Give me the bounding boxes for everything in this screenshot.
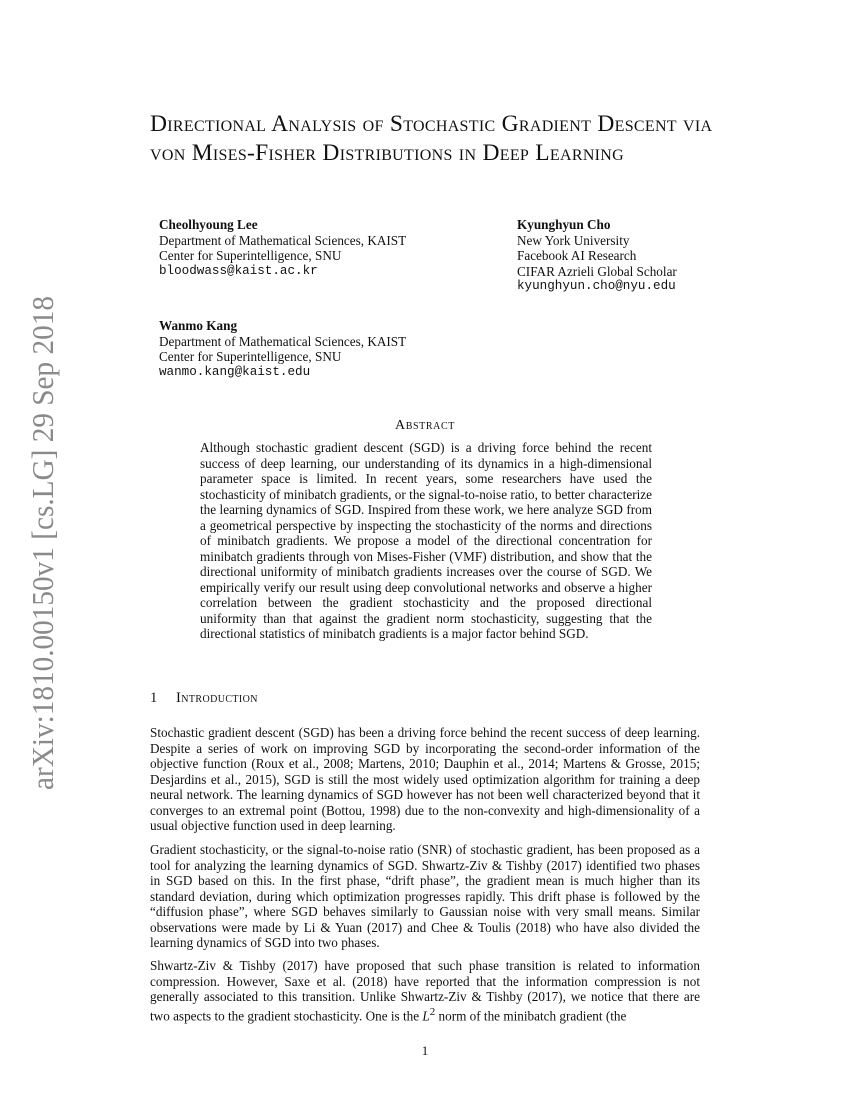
author-affiliation: Department of Mathematical Sciences, KAIST [159, 232, 407, 248]
author-block-1 [159, 217, 406, 279]
author-block-2 [517, 217, 677, 295]
paragraph [150, 958, 700, 1023]
math-norm-symbol: L [422, 1007, 430, 1023]
paragraph: Stochastic gradient descent (SGD) has been a driving force behind the recent success of deep learning. Despite a series of work on improving SGD by incorporating the second-order information of the objective function (Roux et al., 2008; Martens, 2010; Dauphin et al., 2014; Martens & Grosse, 2015; Desjardins et al., 2015), SGD is still the most widely used optimization algorithm for training a deep neural network. The learning dynamics of SGD however has not been well characterized beyond that it converges to an extremal point (Bottou, 1998) due to the non-convexity and high-dimensionality of a usual objective function used in deep learning. [150, 725, 700, 833]
paragraph-text-tail: norm of the minibatch gradient (the [438, 1007, 627, 1023]
paragraph: Gradient stochasticity, or the signal-to-noise ratio (SNR) of stochastic gradient, has been proposed as a tool for analyzing the learning dynamics of SGD. Shwartz-Ziv & Tishby (2017) identified two phases in SGD based on this. In the first phase, “drift phase”, the gradient mean is much higher than its standard deviation, during which optimization progresses rapidly. This drift phase is followed by the “diffusion phase”, where SGD behaves similarly to Gaussian noise with very small means. Similar observations were made by Li & Yuan (2017) and Chee & Toulis (2018) who have also divided the learning dynamics of SGD into two phases. [150, 842, 700, 950]
arxiv-identifier-stamp [20, 296, 60, 790]
author-affiliation: Center for Superintelligence, SNU [159, 248, 342, 264]
author-affiliation: Center for Superintelligence, SNU [159, 349, 342, 365]
author-name: Kyunghyun Cho [517, 217, 611, 232]
author-name: Wanmo Kang [159, 318, 238, 333]
author-affiliation: Department of Mathematical Sciences, KAIST [159, 333, 407, 349]
author-email[interactable]: wanmo.kang@kaist.edu [159, 364, 311, 379]
author-affiliation: Facebook AI Research [517, 248, 637, 264]
math-superscript: 2 [429, 1005, 436, 1018]
author-email[interactable]: kyunghyun.cho@nyu.edu [517, 279, 676, 294]
arxiv-identifier-text: arXiv:1810.00150v1 [cs.LG] 29 Sep 2018 [25, 296, 60, 790]
section-number: 1 [150, 690, 158, 706]
abstract-text: Although stochastic gradient descent (SGD) is a driving force behind the recent success of deep learning, our understanding of its dynamics in a high-dimensional parameter space is limited. In recent years, some researchers have used the stochasticity of minibatch gradients, or the signal-to-noise ratio, to better characterize the learning dynamics of SGD. Inspired from these work, we here analyze SGD from a geometrical perspective by inspecting the stochasticity of the norms and directions of minibatch gradients. We propose a model of the directional concentration for minibatch gradients through von Mises-Fisher (VMF) distribution, and show that the directional uniformity of minibatch gradients increases over the course of SGD. We empirically verify our result using deep convolutional networks and observe a higher correlation between the gradient stochasticity and the proposed directional uniformity than that against the gradient norm stochasticity, suggesting that the directional statistics of minibatch gradients is a major factor behind SGD. [200, 440, 652, 641]
abstract-heading: Abstract [395, 418, 455, 433]
author-email[interactable]: bloodwass@kaist.ac.kr [159, 263, 318, 278]
author-affiliation: New York University [517, 232, 630, 248]
section-title: Introduction [176, 690, 258, 706]
author-affiliation: CIFAR Azrieli Global Scholar [517, 263, 677, 279]
section-heading [150, 690, 258, 707]
paper-title: Directional Analysis of Stochastic Gradient Descent via von Mises-Fisher Distributions in Deep Learning [150, 111, 713, 166]
page-number: 1 [421, 1043, 429, 1058]
author-name: Cheolhyoung Lee [159, 217, 258, 232]
author-block-3 [159, 318, 406, 380]
paragraph-text: Shwartz-Ziv & Tishby (2017) have proposed that such phase transition is related to information compression. However, Saxe et al. (2018) have reported that the information compression is not generally associated to this transition. Unlike Shwartz-Ziv & Tishby (2017), we notice that there are two aspects to the gradient stochasticity. One is the [150, 958, 700, 1023]
